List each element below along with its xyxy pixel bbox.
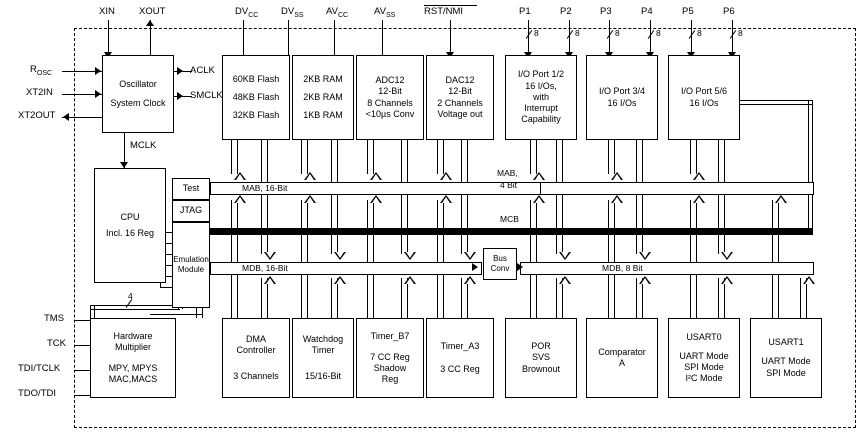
clock-label-aclk: ACLK: [190, 65, 215, 76]
pin-label-tck: TCK: [47, 338, 66, 349]
block-port12: [505, 55, 577, 140]
block-usart1: [750, 318, 822, 398]
pin-lead-dvss: [288, 20, 289, 58]
mcb-right-top2: [740, 104, 812, 105]
block-usart1-line-3: SPI Mode: [766, 367, 806, 378]
block-por-svs: [505, 318, 577, 398]
conn-ram-mdb-v2: [337, 140, 338, 254]
pin-label-rstnmi: RST/NMI: [424, 6, 464, 17]
block-dac12-line-3: Voltage out: [437, 108, 483, 119]
conn-wdt-mdb-v2: [337, 278, 338, 318]
conn-usart0-mdb-v2: [724, 278, 725, 318]
block-ram-line-1: 2KB RAM: [303, 91, 343, 102]
conn-adc-mdb-dn: [404, 252, 416, 260]
conn-port56-mab-v: [690, 140, 691, 174]
conn-flash-mab-v: [231, 140, 232, 174]
conn-port56-mdb-dn: [721, 252, 733, 260]
conn-ram-mab-v: [301, 140, 302, 174]
block-busconv: [483, 248, 517, 280]
block-timerb7-line-4: Reg: [381, 374, 399, 385]
block-dac12: [426, 55, 494, 140]
bus-mab4: [540, 182, 814, 195]
block-wdt-line-3: 15/16-Bit: [304, 370, 342, 381]
conn-usart0-mdb-v: [718, 278, 719, 318]
conn-cmp-mab-v2: [614, 200, 615, 318]
block-watchdog-timer: [292, 318, 354, 398]
bus-label-mcb: MCB: [500, 214, 519, 224]
block-hwmult-line-4: MAC,MACS: [108, 374, 158, 385]
pin-label-p5: P5: [682, 6, 694, 17]
pin-label-xout: XOUT: [139, 6, 166, 17]
block-adc12-line-2: 8 Channels: [367, 97, 413, 108]
block-timerb7-line-3: Shadow: [373, 363, 407, 373]
conn-adc-mab-v2: [373, 140, 374, 174]
conn-dac-mab-v2: [443, 140, 444, 174]
mcb-right-riser2: [812, 100, 813, 235]
block-dac12-line-1: 12-Bit: [448, 86, 472, 97]
block-emulation-line-1: Module: [177, 265, 205, 274]
block-adc12-line-0: ADC12: [375, 75, 405, 85]
conn-dma-mab-v: [231, 200, 232, 318]
block-port56: [668, 55, 740, 140]
block-cpu-line-0: CPU: [120, 211, 140, 222]
conn-dac-mab-v: [437, 140, 438, 174]
conn-port56-mdb-v2: [724, 140, 725, 254]
mcb-right-top: [740, 100, 812, 101]
conn-por-mdb-v: [556, 278, 557, 318]
conn-ram-mab-up: [304, 172, 316, 180]
conn-port34-mdb-v2: [642, 140, 643, 254]
block-emulation-line-0: Emulation: [173, 255, 209, 264]
block-comparator-line-1: A: [618, 358, 625, 368]
conn-ta3-mdb-up: [464, 276, 476, 284]
block-jtag: [172, 200, 210, 222]
conn-port56-mab-up: [693, 172, 705, 180]
mcb-right-riser: [808, 100, 809, 235]
block-ram-line-2: 1KB RAM: [303, 110, 343, 121]
block-flash-line-1: 48KB Flash: [232, 91, 280, 102]
block-timer-b7: [356, 318, 424, 398]
block-port12-line-3: Interrupt: [524, 103, 558, 114]
conn-wdt-mab-v2: [307, 200, 308, 318]
conn-tb7-mab-v2: [373, 200, 374, 318]
block-oscillator-line-1: System Clock: [110, 98, 166, 108]
block-cpu: [94, 168, 166, 283]
conn-usart0-mab-up: [693, 195, 705, 203]
bus-mcb: [210, 228, 812, 235]
pin-label-xin: XIN: [99, 6, 115, 17]
block-timera3-line-2: 3 CC Reg: [440, 364, 480, 374]
bus-width-label-jtag: 4: [128, 291, 133, 301]
pin-label-dvss: $DV_{SS}$: [281, 6, 304, 19]
conn-usart1-mdb-v: [800, 278, 801, 318]
block-port56-line-0: I/O Port 5/6: [680, 86, 728, 97]
conn-adc-mdb-v2: [407, 140, 408, 254]
bus-mdb8: [520, 262, 814, 275]
block-dma-line-1: Controller: [236, 345, 276, 356]
block-flash-line-2: 32KB Flash: [232, 110, 280, 121]
pin-label-xt2in: XT2IN: [26, 87, 53, 98]
conn-por-mab-v2: [536, 200, 537, 318]
bus-label-mab16: MAB, 16-Bit: [242, 183, 288, 193]
conn-ta3-mab-v: [437, 200, 438, 318]
pin-label-p6: P6: [723, 6, 735, 17]
conn-port56-mdb-v: [718, 140, 719, 254]
block-usart1-line-2: UART Mode: [761, 356, 811, 367]
block-hwmult-line-0: Hardware: [113, 330, 153, 341]
block-port12-line-0: I/O Port 1/2: [517, 69, 565, 80]
conn-dac-mdb-v: [461, 140, 462, 254]
conn-por-mdb-up: [559, 276, 571, 284]
bus-label-mab4-line1: MAB,: [497, 168, 518, 178]
pin-label-dvcc: $DV_{CC}$: [235, 6, 259, 19]
block-port56-line-1: 16 I/Os: [689, 97, 719, 108]
block-port12-line-2: with: [532, 91, 549, 102]
pin-label-tditclk: TDI/TCLK: [18, 363, 61, 374]
bus-width-label-p1: 8: [534, 28, 539, 38]
block-usart0-line-0: USART0: [686, 331, 722, 342]
conn-por-mdb-v2: [562, 278, 563, 318]
conn-wdt-mab-up: [304, 195, 316, 203]
block-dma-line-3: 3 Channels: [233, 370, 279, 381]
conn-tb7-mab-up: [370, 195, 382, 203]
pin-label-tdotdi: TDO/TDI: [18, 388, 56, 399]
block-comparator-a: [586, 318, 658, 398]
arrow-xt2in-right: [95, 90, 101, 98]
bus-width-label-p6: 8: [738, 28, 743, 38]
conn-ta3-mab-up: [440, 195, 452, 203]
conn-cmp-mab-up: [611, 195, 623, 203]
conn-flash-mdb-dn: [264, 252, 276, 260]
conn-usart1-mab-up: [775, 195, 787, 203]
bus-width-label-p3: 8: [615, 28, 620, 38]
block-flash-line-0: 60KB Flash: [232, 73, 280, 84]
block-dma-controller: [222, 318, 290, 398]
conn-port12-mdb-v2: [562, 140, 563, 254]
jtag-bundle-top: [90, 305, 180, 306]
block-test-line-0: Test: [182, 183, 200, 194]
block-adc12-line-1: 12-Bit: [378, 86, 402, 97]
conn-cmp-mab-v: [608, 200, 609, 318]
emu-tick-6: [160, 287, 172, 288]
arrow-xt2out-left: [63, 113, 69, 121]
block-cpu-line-1: Incl. 16 Reg: [105, 228, 155, 238]
conn-wdt-mab-v: [301, 200, 302, 318]
conn-usart0-mab-v2: [696, 200, 697, 318]
block-port12-line-1: 16 I/Os,: [525, 80, 557, 91]
block-timerb7-line-0: Timer_B7: [370, 330, 410, 341]
conn-tb7-mdb-up: [404, 276, 416, 284]
bus-width-label-p2: 8: [575, 28, 580, 38]
bus-width-label-p4: 8: [656, 28, 661, 38]
arrow-aclk: [177, 67, 183, 75]
bus-width-label-p5: 8: [697, 28, 702, 38]
conn-cmp-mdb-up: [639, 276, 651, 284]
conn-dma-mdb-v: [261, 278, 262, 318]
bus-label-mdb16: MDB, 16-Bit: [242, 263, 288, 273]
conn-usart0-mdb-up: [721, 276, 733, 284]
conn-port34-mdb-dn: [639, 252, 651, 260]
conn-dma-mdb-up: [264, 276, 276, 284]
pin-label-tms: TMS: [44, 313, 65, 324]
block-timer-a3: [426, 318, 494, 398]
block-port12-line-4: Capability: [521, 114, 561, 125]
conn-usart1-mdb-v2: [806, 278, 807, 318]
conn-port34-mdb-v: [636, 140, 637, 254]
block-porsvs-line-2: Brownout: [521, 363, 561, 374]
pin-label-rosc: $R_{OSC}$: [30, 64, 53, 77]
conn-flash-mab-up: [234, 172, 246, 180]
conn-ram-mdb-dn: [334, 252, 346, 260]
pin-label-avss: $AV_{SS}$: [374, 6, 396, 19]
block-port34-line-1: 16 I/Os: [607, 97, 637, 108]
arrow-smclk: [177, 92, 183, 100]
pin-label-p2: P2: [560, 6, 572, 17]
block-port34: [586, 55, 658, 140]
block-jtag-line-0: JTAG: [179, 205, 203, 216]
conn-cmp-mdb-v2: [642, 278, 643, 318]
arrow-rosc-right: [95, 67, 101, 75]
pin-label-p3: P3: [600, 6, 612, 17]
conn-port12-mdb-dn: [559, 252, 571, 260]
pin-label-avcc: $AV_{CC}$: [326, 6, 349, 19]
pin-label-p1: P1: [519, 6, 531, 17]
conn-ta3-mdb-v: [461, 278, 462, 318]
block-busconv-line-0: Bus: [493, 254, 507, 263]
conn-port12-mab-v: [530, 140, 531, 174]
conn-adc-mab-v: [367, 140, 368, 174]
block-oscillator-line-0: Oscillator: [119, 78, 157, 89]
block-usart0-line-4: I²C Mode: [685, 373, 723, 384]
conn-port56-mab-v2: [696, 140, 697, 174]
block-emulation: [172, 222, 210, 308]
block-wdt-line-0: Watchdog: [302, 334, 344, 345]
block-usart0: [668, 318, 740, 398]
conn-dma-mdb-v2: [267, 278, 268, 318]
conn-por-mab-v: [530, 200, 531, 318]
conn-flash-mdb-v2: [267, 140, 268, 254]
block-dma-line-0: DMA: [246, 334, 266, 345]
block-ram: [292, 55, 354, 140]
block-oscillator: [102, 55, 174, 133]
conn-dac-mdb-v2: [467, 140, 468, 254]
block-wdt-line-1: Timer: [311, 345, 335, 356]
block-usart0-line-2: UART Mode: [679, 350, 729, 361]
conn-usart1-mab-v2: [778, 200, 779, 318]
bus-label-mdb8: MDB, 8 Bit: [602, 263, 643, 273]
jtag-bundle-top2: [90, 309, 180, 310]
block-dac12-line-0: DAC12: [445, 75, 475, 85]
conn-port12-mab-v2: [536, 140, 537, 174]
conn-ram-mdb-v: [331, 140, 332, 254]
conn-dma-mab-v2: [237, 200, 238, 318]
block-porsvs-line-0: POR: [531, 341, 551, 352]
conn-ram-mab-v2: [307, 140, 308, 174]
block-usart0-line-3: SPI Mode: [684, 362, 724, 372]
conn-flash-mdb-v: [261, 140, 262, 254]
conn-adc-mab-up: [370, 172, 382, 180]
conn-tb7-mdb-v: [401, 278, 402, 318]
pin-lead-dvcc: [243, 20, 244, 58]
block-busconv-line-1: Conv: [490, 264, 510, 273]
block-adc12-line-3: <10µs Conv: [365, 108, 415, 119]
conn-wdt-mdb-v: [331, 278, 332, 318]
conn-usart1-mab-v: [772, 200, 773, 318]
conn-adc-mdb-v: [401, 140, 402, 254]
pin-label-xt2out: XT2OUT: [18, 110, 56, 121]
pin-lead-avcc: [334, 20, 335, 58]
conn-por-mab-up: [533, 195, 545, 203]
pin-label-p4: P4: [641, 6, 653, 17]
arrow-mdb16-to-busconv: [472, 263, 478, 271]
block-adc12: [356, 55, 424, 140]
conn-port12-mdb-v: [556, 140, 557, 254]
block-test: [172, 178, 210, 200]
conn-hwmult-mdb-h: [150, 314, 202, 315]
block-hwmult-line-3: MPY, MPYS: [108, 363, 158, 373]
block-ram-line-0: 2KB RAM: [303, 73, 343, 84]
block-dac12-line-2: 2 Channels: [437, 97, 483, 108]
pin-lead-avss: [382, 20, 383, 58]
conn-cmp-mdb-v: [636, 278, 637, 318]
block-comparator-line-0: Comparator: [598, 346, 646, 357]
conn-port34-mab-up: [611, 172, 623, 180]
clock-label-smclk: SMCLK: [190, 90, 223, 101]
conn-flash-mab-v2: [237, 140, 238, 174]
conn-dac-mab-up: [440, 172, 452, 180]
block-flash: [222, 55, 290, 140]
conn-usart1-mdb-up: [803, 276, 815, 284]
block-timera3-line-0: Timer_A3: [440, 340, 480, 351]
conn-ta3-mdb-v2: [467, 278, 468, 318]
conn-wdt-mdb-up: [334, 276, 346, 284]
clock-label-mclk: MCLK: [130, 140, 157, 151]
conn-port34-mab-v: [608, 140, 609, 174]
conn-ta3-mab-v2: [443, 200, 444, 318]
block-usart1-line-0: USART1: [768, 337, 804, 348]
conn-port12-mab-up: [533, 172, 545, 180]
conn-tb7-mab-v: [367, 200, 368, 318]
conn-dma-mab-up: [234, 195, 246, 203]
conn-port34-mab-v2: [614, 140, 615, 174]
block-porsvs-line-1: SVS: [531, 352, 550, 363]
arrow-xout-up: [146, 20, 154, 26]
block-hwmult-line-1: Multiplier: [114, 341, 151, 352]
block-timerb7-line-2: 7 CC Reg: [370, 351, 410, 362]
block-port34-line-0: I/O Port 3/4: [598, 86, 646, 97]
bus-label-mab4-line2: 4 Bit: [500, 180, 518, 190]
conn-dac-mdb-dn: [464, 252, 476, 260]
conn-usart0-mab-v: [690, 200, 691, 318]
conn-tb7-mdb-v2: [407, 278, 408, 318]
block-hardware-multiplier: [90, 318, 176, 398]
arrow-busconv-to-mdb8: [517, 263, 523, 271]
